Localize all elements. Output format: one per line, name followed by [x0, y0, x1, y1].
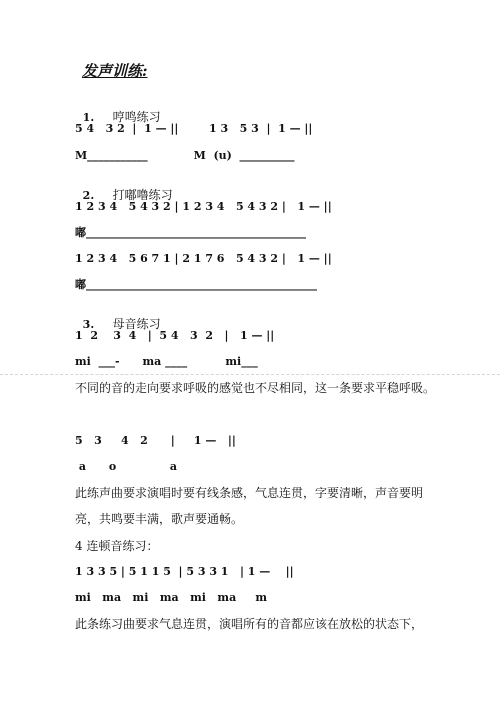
- paragraph-text: 亮，共鸣要丰满，歌声要通畅。: [75, 512, 244, 526]
- notation-line: 5 4 3 2 | 1 — || 1 3 5 3 | 1 — ||: [75, 122, 313, 135]
- paragraph-text: 此练声曲要求演唱时要有线条感，气息连贯，字要清晰，声音要明: [75, 486, 424, 500]
- notation-line: 1 2 3 4 | 5 4 3 2 | 1 — ||: [75, 329, 275, 342]
- section-title: 打嘟噜练习: [112, 188, 173, 202]
- lyric-line: a o a: [75, 460, 178, 473]
- section-heading-3: [75, 303, 161, 332]
- section-heading-4: 4 连顿音练习：: [75, 539, 159, 553]
- section-number: 2.: [82, 189, 95, 202]
- notation-line: 1 2 3 4 5 4 3 2 | 1 2 3 4 5 4 3 2 | 1 — ||: [75, 200, 332, 213]
- page-title: 发声训练:: [82, 62, 148, 80]
- lyric-line: mi ___- ma ____ mi___: [75, 355, 258, 368]
- lyric-line: 嘟________________________________________: [75, 226, 306, 239]
- lyric-line: 嘟__________________________________________: [75, 278, 317, 291]
- lyric-line: mi ma mi ma mi ma m: [75, 591, 267, 604]
- page-divider: [0, 374, 500, 375]
- section-heading-1: [75, 96, 161, 125]
- section-heading-2: [75, 174, 173, 203]
- section-number: 1.: [82, 111, 95, 124]
- paragraph-text: 不同的音的走向要求呼吸的感觉也不尽相同，这一条要求平稳呼吸。: [75, 381, 436, 395]
- notation-line: 5 3 4 2 | 1 — ||: [75, 434, 236, 447]
- notation-line: 1 2 3 4 5 6 7 1 | 2 1 7 6 5 4 3 2 | 1 — ||: [75, 252, 332, 265]
- paragraph-text: 此条练习曲要求气息连贯，演唱所有的音都应该在放松的状态下，: [75, 617, 424, 631]
- lyric-line: M___________ M (u) __________: [75, 149, 295, 162]
- section-title: 哼鸣练习: [112, 110, 161, 124]
- notation-line: 1 3 3 5 | 5 1 1 5 | 5 3 3 1 | 1 — ||: [75, 565, 294, 578]
- section-number: 3.: [82, 318, 95, 331]
- section-title: 母音练习: [112, 317, 161, 331]
